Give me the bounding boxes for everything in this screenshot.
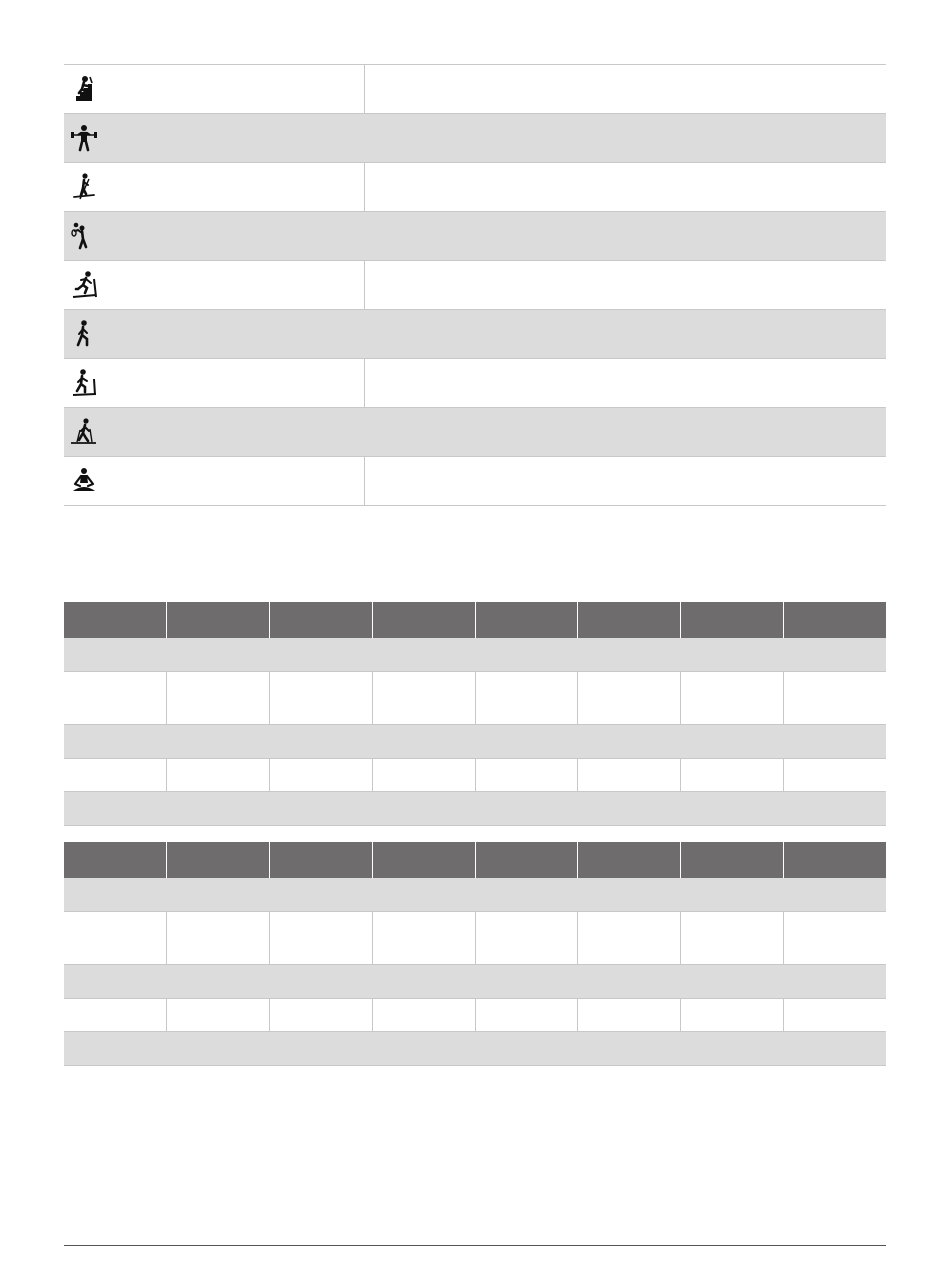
table-cell <box>372 672 475 725</box>
header-row <box>64 842 886 878</box>
section-band-row <box>64 965 886 999</box>
table-cell <box>64 759 167 792</box>
section-band-row <box>64 792 886 826</box>
column-header <box>475 602 578 638</box>
table-cell <box>475 912 578 965</box>
icon-cell <box>64 310 365 358</box>
table-cell <box>475 759 578 792</box>
treadmill-walk-icon <box>68 367 100 399</box>
tennis-icon <box>68 220 100 252</box>
activity-row <box>64 457 886 506</box>
column-header <box>783 602 886 638</box>
table-cell <box>64 672 167 725</box>
activity-description <box>365 212 886 260</box>
table-row <box>64 999 886 1032</box>
table-cell <box>578 999 681 1032</box>
column-header <box>681 602 784 638</box>
activity-row <box>64 163 886 212</box>
table-cell <box>270 999 373 1032</box>
table-cell <box>475 672 578 725</box>
section-band-row <box>64 725 886 759</box>
icon-cell <box>64 212 365 260</box>
column-header <box>167 602 270 638</box>
treadmill-run-icon <box>68 269 100 301</box>
table-cell <box>270 912 373 965</box>
table-cell <box>167 912 270 965</box>
activity-row <box>64 212 886 261</box>
activity-description <box>365 457 886 505</box>
table-row <box>64 912 886 965</box>
activity-row <box>64 359 886 408</box>
cross-country-skiing-icon <box>68 416 100 448</box>
table-cell <box>372 999 475 1032</box>
table-cell <box>783 912 886 965</box>
table-cell <box>372 912 475 965</box>
table-cell <box>372 759 475 792</box>
table-cell <box>578 759 681 792</box>
band-cell <box>64 1032 886 1066</box>
data-table-1 <box>64 602 886 826</box>
table-cell <box>167 759 270 792</box>
stair-stepper-icon <box>68 73 100 105</box>
column-header <box>167 842 270 878</box>
table-cell <box>681 672 784 725</box>
activity-row <box>64 65 886 114</box>
walking-icon <box>68 318 100 350</box>
yoga-icon <box>68 465 100 497</box>
band-cell <box>64 638 886 672</box>
header-row <box>64 602 886 638</box>
table-cell <box>681 912 784 965</box>
activity-description <box>365 408 886 456</box>
activity-description <box>365 359 886 407</box>
column-header <box>681 842 784 878</box>
table-cell <box>167 672 270 725</box>
section-band-row <box>64 1032 886 1066</box>
icon-cell <box>64 65 365 113</box>
column-header <box>783 842 886 878</box>
activity-description <box>365 261 886 309</box>
band-cell <box>64 792 886 826</box>
column-header <box>372 842 475 878</box>
activity-row <box>64 114 886 163</box>
icon-cell <box>64 457 365 505</box>
table-cell <box>681 759 784 792</box>
table-cell <box>783 759 886 792</box>
table-cell <box>578 912 681 965</box>
table-cell <box>64 912 167 965</box>
icon-cell <box>64 163 365 211</box>
icon-cell <box>64 359 365 407</box>
stand-up-paddleboarding-icon <box>68 171 100 203</box>
table-cell <box>681 999 784 1032</box>
data-table-2 <box>64 842 886 1066</box>
column-header <box>475 842 578 878</box>
strength-training-icon <box>68 122 100 154</box>
column-header <box>270 602 373 638</box>
activity-icon-table <box>64 64 886 506</box>
table-cell <box>270 672 373 725</box>
activity-row <box>64 408 886 457</box>
table-cell <box>167 999 270 1032</box>
column-header <box>270 842 373 878</box>
table-cell <box>783 999 886 1032</box>
table-cell <box>270 759 373 792</box>
column-header <box>578 602 681 638</box>
icon-cell <box>64 408 365 456</box>
band-cell <box>64 965 886 999</box>
band-cell <box>64 725 886 759</box>
activity-description <box>365 65 886 113</box>
activity-row <box>64 310 886 359</box>
table-cell <box>64 999 167 1032</box>
table-cell <box>783 672 886 725</box>
column-header <box>64 842 167 878</box>
column-header <box>64 602 167 638</box>
table-row <box>64 759 886 792</box>
table-cell <box>475 999 578 1032</box>
icon-cell <box>64 261 365 309</box>
icon-cell <box>64 114 365 162</box>
band-cell <box>64 878 886 912</box>
table-row <box>64 672 886 725</box>
section-band-row <box>64 638 886 672</box>
section-band-row <box>64 878 886 912</box>
activity-row <box>64 261 886 310</box>
column-header <box>578 842 681 878</box>
activity-description <box>365 114 886 162</box>
column-header <box>372 602 475 638</box>
footer-divider <box>64 1245 886 1246</box>
activity-description <box>365 310 886 358</box>
table-cell <box>578 672 681 725</box>
activity-description <box>365 163 886 211</box>
